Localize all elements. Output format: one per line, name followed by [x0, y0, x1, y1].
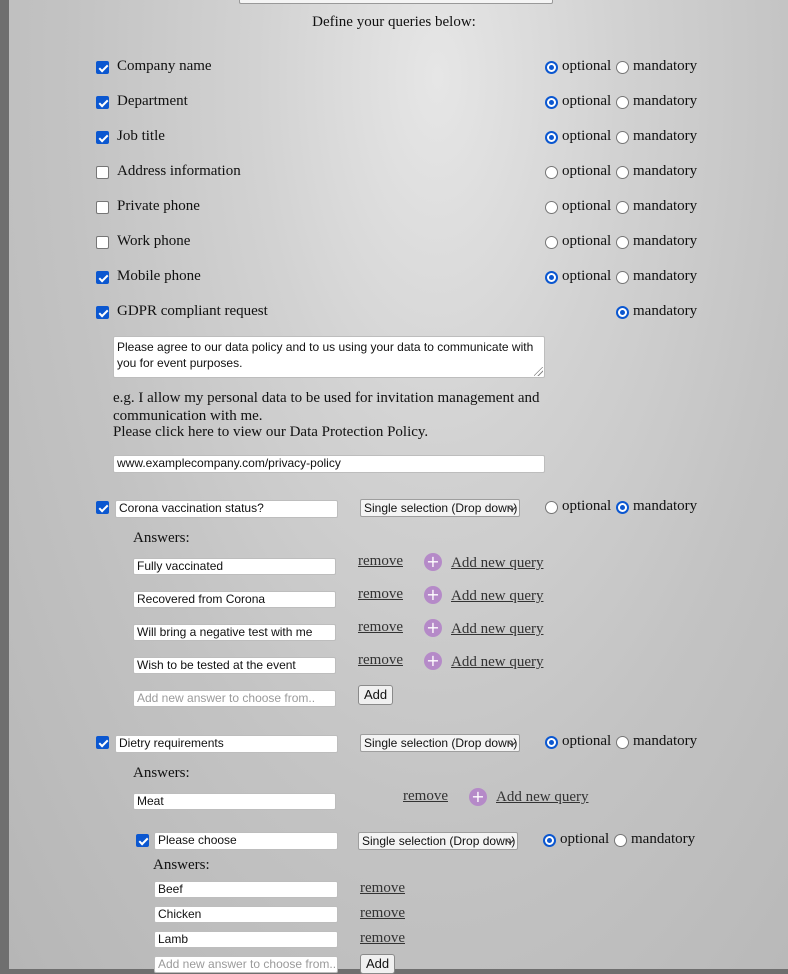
add-new-query-link[interactable]: Add new query: [451, 654, 544, 670]
queries-heading: Define your queries below:: [312, 14, 476, 30]
corona-answers-label: Answers:: [133, 530, 190, 546]
mobile-phone-optional-label: optional: [562, 268, 612, 284]
answer-input[interactable]: Chicken: [154, 906, 338, 923]
private-phone-optional-label: optional: [562, 198, 612, 214]
company-name-mandatory-radio[interactable]: [616, 61, 629, 74]
answer-input[interactable]: Meat: [133, 793, 336, 810]
answer-input[interactable]: Lamb: [154, 931, 338, 948]
sub-query-answers-label: Answers:: [153, 857, 210, 873]
remove-link[interactable]: remove: [360, 930, 405, 946]
sub-query-mandatory-label: mandatory: [631, 831, 696, 847]
corona-optional-radio[interactable]: [545, 501, 558, 514]
diet-query-title-input[interactable]: Dietry requirements: [115, 735, 338, 753]
add-new-query-link[interactable]: Add new query: [451, 621, 544, 637]
remove-link[interactable]: remove: [358, 619, 403, 635]
new-answer-input[interactable]: Add new answer to choose from..: [133, 690, 336, 707]
address-label: Address information: [117, 163, 241, 179]
gdpr-url-input[interactable]: www.examplecompany.com/privacy-policy: [113, 455, 545, 473]
job-title-optional-label: optional: [562, 128, 612, 144]
sub-query-title-input[interactable]: Please choose: [154, 832, 338, 850]
diet-mandatory-radio[interactable]: [616, 736, 629, 749]
diet-optional-radio[interactable]: [545, 736, 558, 749]
work-phone-checkbox[interactable]: [96, 236, 109, 249]
add-answer-button[interactable]: Add: [360, 954, 395, 974]
address-mandatory-label: mandatory: [633, 163, 698, 179]
gdpr-text: Please agree to our data policy and to us using your data to communicate with you for event purposes.: [117, 340, 534, 370]
plus-icon[interactable]: +: [469, 788, 487, 806]
private-phone-mandatory-label: mandatory: [633, 198, 698, 214]
answer-input[interactable]: Wish to be tested at the event: [133, 657, 336, 674]
plus-icon[interactable]: +: [424, 553, 442, 571]
corona-query-type-select[interactable]: [360, 499, 520, 517]
department-label: Department: [117, 93, 188, 109]
remove-link[interactable]: remove: [360, 905, 405, 921]
address-optional-label: optional: [562, 163, 612, 179]
answer-input[interactable]: Fully vaccinated: [133, 558, 336, 575]
job-title-label: Job title: [117, 128, 165, 144]
job-title-optional-radio[interactable]: [545, 131, 558, 144]
mobile-phone-optional-radio[interactable]: [545, 271, 558, 284]
address-mandatory-radio[interactable]: [616, 166, 629, 179]
diet-query-checkbox[interactable]: [96, 736, 109, 749]
company-name-mandatory-label: mandatory: [633, 58, 698, 74]
sub-query-type-select[interactable]: [358, 832, 518, 850]
add-answer-button[interactable]: Add: [358, 685, 393, 705]
remove-link[interactable]: remove: [403, 788, 448, 804]
mobile-phone-checkbox[interactable]: [96, 271, 109, 284]
new-answer-input[interactable]: Add new answer to choose from..: [154, 956, 338, 973]
remove-link[interactable]: remove: [358, 553, 403, 569]
department-optional-label: optional: [562, 93, 612, 109]
work-phone-mandatory-label: mandatory: [633, 233, 698, 249]
diet-query-type-select[interactable]: [360, 734, 520, 752]
address-checkbox[interactable]: [96, 166, 109, 179]
add-new-query-link[interactable]: Add new query: [451, 555, 544, 571]
remove-link[interactable]: remove: [358, 652, 403, 668]
corona-mandatory-label: mandatory: [633, 498, 698, 514]
job-title-checkbox[interactable]: [96, 131, 109, 144]
resize-grip-icon[interactable]: [534, 367, 543, 376]
private-phone-checkbox[interactable]: [96, 201, 109, 214]
address-optional-radio[interactable]: [545, 166, 558, 179]
corona-query-title-input[interactable]: Corona vaccination status?: [115, 500, 338, 518]
plus-icon[interactable]: +: [424, 652, 442, 670]
gdpr-label: GDPR compliant request: [117, 303, 268, 319]
gdpr-mandatory-label: mandatory: [633, 303, 698, 319]
diet-optional-label: optional: [562, 733, 612, 749]
corona-mandatory-radio[interactable]: [616, 501, 629, 514]
corona-query-type-value: Single selection (Drop down): [364, 501, 518, 515]
company-name-checkbox[interactable]: [96, 61, 109, 74]
answer-input[interactable]: Recovered from Corona: [133, 591, 336, 608]
plus-icon[interactable]: +: [424, 586, 442, 604]
work-phone-optional-label: optional: [562, 233, 612, 249]
diet-mandatory-label: mandatory: [633, 733, 698, 749]
company-name-optional-radio[interactable]: [545, 61, 558, 74]
corona-query-checkbox[interactable]: [96, 501, 109, 514]
diet-answers-label: Answers:: [133, 765, 190, 781]
form-panel: [9, 0, 788, 969]
plus-icon[interactable]: +: [424, 619, 442, 637]
mobile-phone-mandatory-radio[interactable]: [616, 271, 629, 284]
gdpr-policy-hint: Please click here to view our Data Protection Policy.: [113, 424, 429, 440]
sub-query-type-value: Single selection (Drop down): [362, 834, 516, 848]
top-textarea-edge[interactable]: [239, 0, 553, 4]
private-phone-mandatory-radio[interactable]: [616, 201, 629, 214]
corona-optional-label: optional: [562, 498, 612, 514]
company-name-optional-label: optional: [562, 58, 612, 74]
sub-query-checkbox[interactable]: [136, 834, 149, 847]
work-phone-mandatory-radio[interactable]: [616, 236, 629, 249]
sub-query-optional-radio[interactable]: [543, 834, 556, 847]
add-new-query-link[interactable]: Add new query: [451, 588, 544, 604]
work-phone-label: Work phone: [117, 233, 191, 249]
gdpr-example-text: e.g. I allow my personal data to be used for invitation management and communication with me.: [113, 390, 540, 424]
company-name-label: Company name: [117, 58, 212, 74]
department-mandatory-radio[interactable]: [616, 96, 629, 109]
gdpr-mandatory-radio[interactable]: [616, 306, 629, 319]
remove-link[interactable]: remove: [360, 880, 405, 896]
private-phone-optional-radio[interactable]: [545, 201, 558, 214]
department-optional-radio[interactable]: [545, 96, 558, 109]
gdpr-text-area[interactable]: [113, 336, 545, 378]
remove-link[interactable]: remove: [358, 586, 403, 602]
sub-query-mandatory-radio[interactable]: [614, 834, 627, 847]
answer-input[interactable]: Beef: [154, 881, 338, 898]
private-phone-label: Private phone: [117, 198, 200, 214]
mobile-phone-label: Mobile phone: [117, 268, 201, 284]
job-title-mandatory-radio[interactable]: [616, 131, 629, 144]
sub-query-optional-label: optional: [560, 831, 610, 847]
work-phone-optional-radio[interactable]: [545, 236, 558, 249]
answer-input[interactable]: Will bring a negative test with me: [133, 624, 336, 641]
department-checkbox[interactable]: [96, 96, 109, 109]
diet-query-type-value: Single selection (Drop down): [364, 736, 518, 750]
job-title-mandatory-label: mandatory: [633, 128, 698, 144]
mobile-phone-mandatory-label: mandatory: [633, 268, 698, 284]
add-new-query-link[interactable]: Add new query: [496, 789, 589, 805]
gdpr-checkbox[interactable]: [96, 306, 109, 319]
department-mandatory-label: mandatory: [633, 93, 698, 109]
